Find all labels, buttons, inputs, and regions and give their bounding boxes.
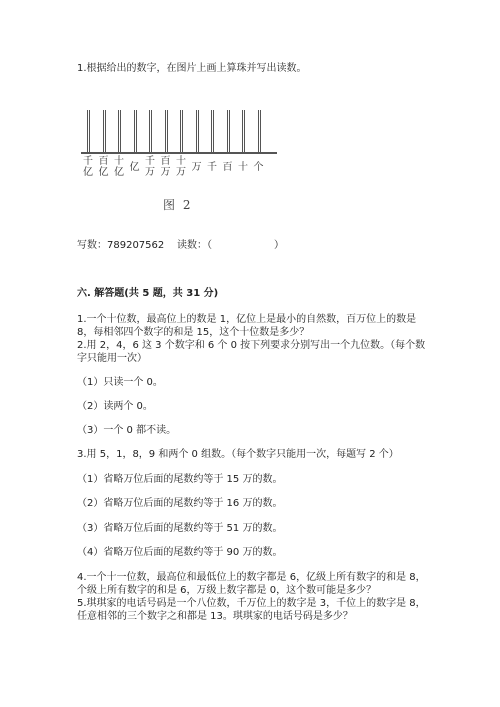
abacus-rod — [258, 110, 261, 152]
write-number-label: 写数： — [77, 240, 107, 251]
place-value-label: 亿 — [129, 162, 140, 173]
abacus-rod — [103, 110, 106, 152]
q2-part-1: （1）只读一个 0。 — [77, 377, 163, 388]
place-value-label: 千 亿 — [83, 156, 93, 178]
q1-line-1: 1.一个十位数，最高位上的数是 1，亿位上是最小的自然数，百万位上的数是 — [77, 314, 417, 325]
abacus-rod — [180, 110, 183, 152]
q3-part-2: （2）省略万位后面的尾数约等于 16 万的数。 — [77, 498, 283, 509]
abacus-rod — [134, 110, 137, 152]
q3-part-4: （4）省略万位后面的尾数约等于 90 万的数。 — [77, 547, 283, 558]
place-value-label: 十 — [238, 162, 248, 173]
place-value-label: 十 亿 — [114, 156, 124, 178]
q1-line-2: 8，每相邻四个数字的和是 15，这个十位数是多少？ — [77, 327, 310, 338]
abacus-rod — [165, 110, 168, 152]
q5-line-1: 5.琪琪家的电话号码是一个八位数，千万位上的数字是 3，千位上的数字是 8， — [77, 598, 426, 609]
place-value-label: 万 — [191, 162, 202, 173]
written-number: 789207562 — [107, 240, 165, 251]
abacus-rod — [87, 110, 90, 152]
q3-line-1: 3.用 5，1，8，9 和两个 0 组数。（每个数字只能用一次，每题写 2 个） — [77, 449, 399, 460]
q2-part-3: （3）一个 0 都不读。 — [77, 425, 177, 436]
abacus-rod — [242, 110, 245, 152]
place-value-label: 十 万 — [176, 156, 186, 178]
place-value-label: 百 亿 — [98, 156, 109, 178]
place-value-label: 个 — [253, 162, 264, 173]
place-value-label: 百 — [222, 162, 233, 173]
q4-line-2: 个级上所有数字的和是 6，万级上数字都是 0，这个数可能是多少？ — [77, 585, 377, 596]
question-1-prompt: 1.根据给出的数字，在图片上画上算珠并写出读数。 — [77, 63, 307, 74]
place-value-label: 百 万 — [160, 156, 171, 178]
q3-part-1: （1）省略万位后面的尾数约等于 15 万的数。 — [77, 474, 283, 485]
q2-line-1: 2.用 2，4，6 这 3 个数字和 6 个 0 按下列要求分别写出一个九位数。（每个数 — [77, 340, 426, 351]
figure-caption: 图 2 — [163, 198, 193, 212]
q2-part-2: （2）读两个 0。 — [77, 401, 153, 412]
place-value-label: 千 — [207, 162, 217, 173]
q2-line-2: 字只能用一次） — [77, 353, 147, 364]
abacus-rod — [227, 110, 230, 152]
q4-line-1: 4.一个十一位数，最高位和最低位上的数字都是 6，亿级上所有数字的和是 8， — [77, 572, 426, 583]
section-6-title: 六. 解答题(共 5 题，共 31 分) — [77, 288, 219, 299]
abacus-rod — [211, 110, 214, 152]
read-number-close: ） — [273, 240, 284, 251]
answer-line — [77, 239, 284, 252]
abacus-figure — [77, 110, 277, 215]
read-number-label: 读数：（ — [176, 240, 212, 251]
abacus-frame — [81, 152, 277, 154]
abacus-rod — [196, 110, 199, 152]
place-value-label: 千 万 — [145, 156, 155, 178]
q5-line-2: 任意相邻的三个数字之和都是 13。琪琪家的电话号码是多少？ — [77, 611, 353, 622]
abacus-rod — [118, 110, 121, 152]
abacus-rod — [149, 110, 152, 152]
q3-part-3: （3）省略万位后面的尾数约等于 51 万的数。 — [77, 523, 283, 534]
